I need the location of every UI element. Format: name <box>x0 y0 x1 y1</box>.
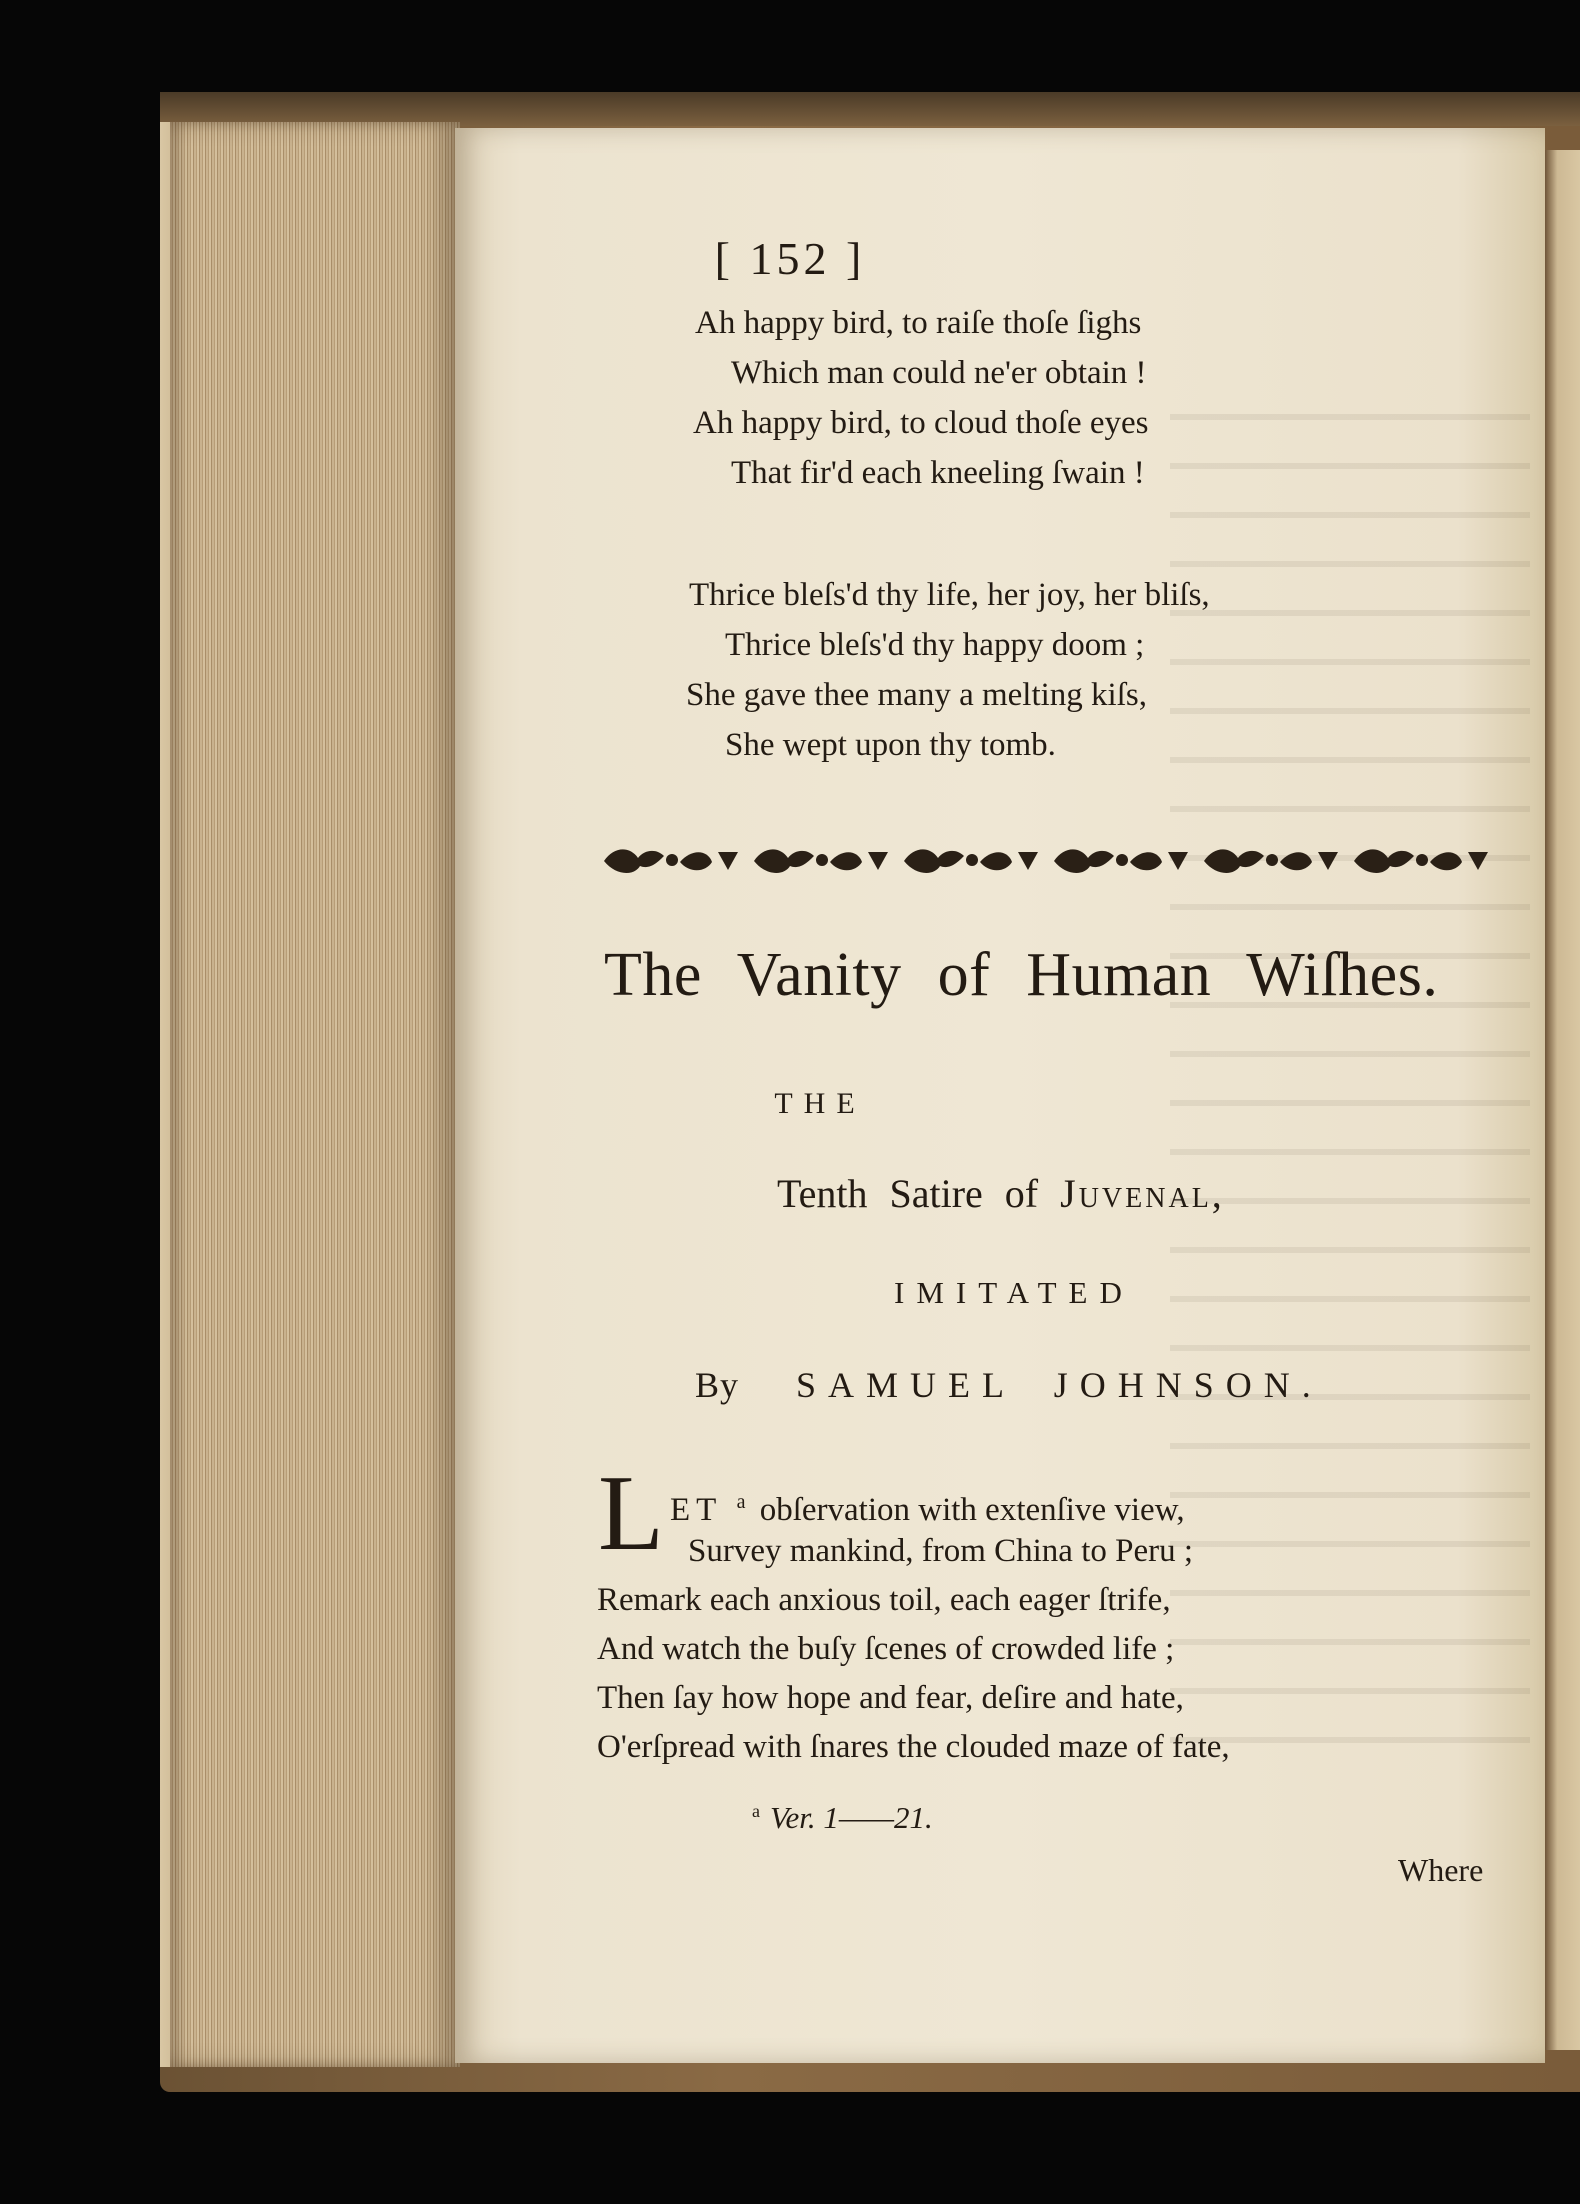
stanza-1-line-2: Which man could ne'er obtain ! <box>731 355 1147 391</box>
subtitle-satire-name: Juvenal, <box>1060 1171 1225 1216</box>
page-number: [ 152 ] <box>714 233 866 284</box>
poem-line-2: Survey mankind, from China to Peru ; <box>688 1533 1194 1569</box>
poem-line-3: Remark each anxious toil, each eager ſtrife, <box>597 1582 1171 1618</box>
poem-line-4: And watch the buſy ſcenes of crowded life ; <box>597 1631 1175 1667</box>
drop-cap-letter: L <box>598 1454 664 1573</box>
poem-line-5: Then ſay how hope and fear, deſire and hate, <box>597 1680 1184 1716</box>
ornament-band-icon <box>600 840 1505 882</box>
poem-line-6: O'erſpread with ſnares the clouded maze of fate, <box>597 1729 1230 1765</box>
stanza-1-line-4: That fir'd each kneeling ſwain ! <box>731 455 1145 491</box>
footnote-text: Ver. 1——21. <box>770 1800 933 1835</box>
stanza-2-line-3: She gave thee many a melting kiſs, <box>686 677 1147 713</box>
subtitle-satire-prefix: Tenth Satire of <box>777 1171 1039 1216</box>
subtitle-the: THE <box>774 1087 866 1120</box>
footnote <box>752 1800 933 1836</box>
subtitle-imitated: IMITATED <box>894 1275 1134 1310</box>
poem-title: The Vanity of Human Wiſhes. <box>604 941 1439 1009</box>
poem-line-1-note-marker: a <box>736 1491 746 1513</box>
stanza-2-line-1: Thrice bleſs'd thy life, her joy, her bliſs, <box>689 577 1210 613</box>
subtitle-author <box>695 1364 1323 1406</box>
stanza-1-line-1: Ah happy bird, to raiſe thoſe ſighs <box>695 305 1142 341</box>
author-name: SAMUEL JOHNSON. <box>796 1365 1323 1405</box>
footnote-marker: a <box>752 1800 760 1821</box>
subtitle-by: By <box>695 1365 740 1405</box>
poem-line-1-text: obſervation with extenſive view, <box>759 1492 1185 1528</box>
stanza-1-line-3: Ah happy bird, to cloud thoſe eyes <box>693 405 1149 441</box>
catchword: Where <box>1398 1852 1484 1888</box>
stanza-2-line-2: Thrice bleſs'd thy happy doom ; <box>725 627 1145 663</box>
subtitle-satire <box>777 1170 1225 1217</box>
stanza-2-line-4: She wept upon thy tomb. <box>725 727 1056 763</box>
book-spine-top <box>160 92 1580 126</box>
poem-line-1-caps: ET <box>670 1492 723 1528</box>
